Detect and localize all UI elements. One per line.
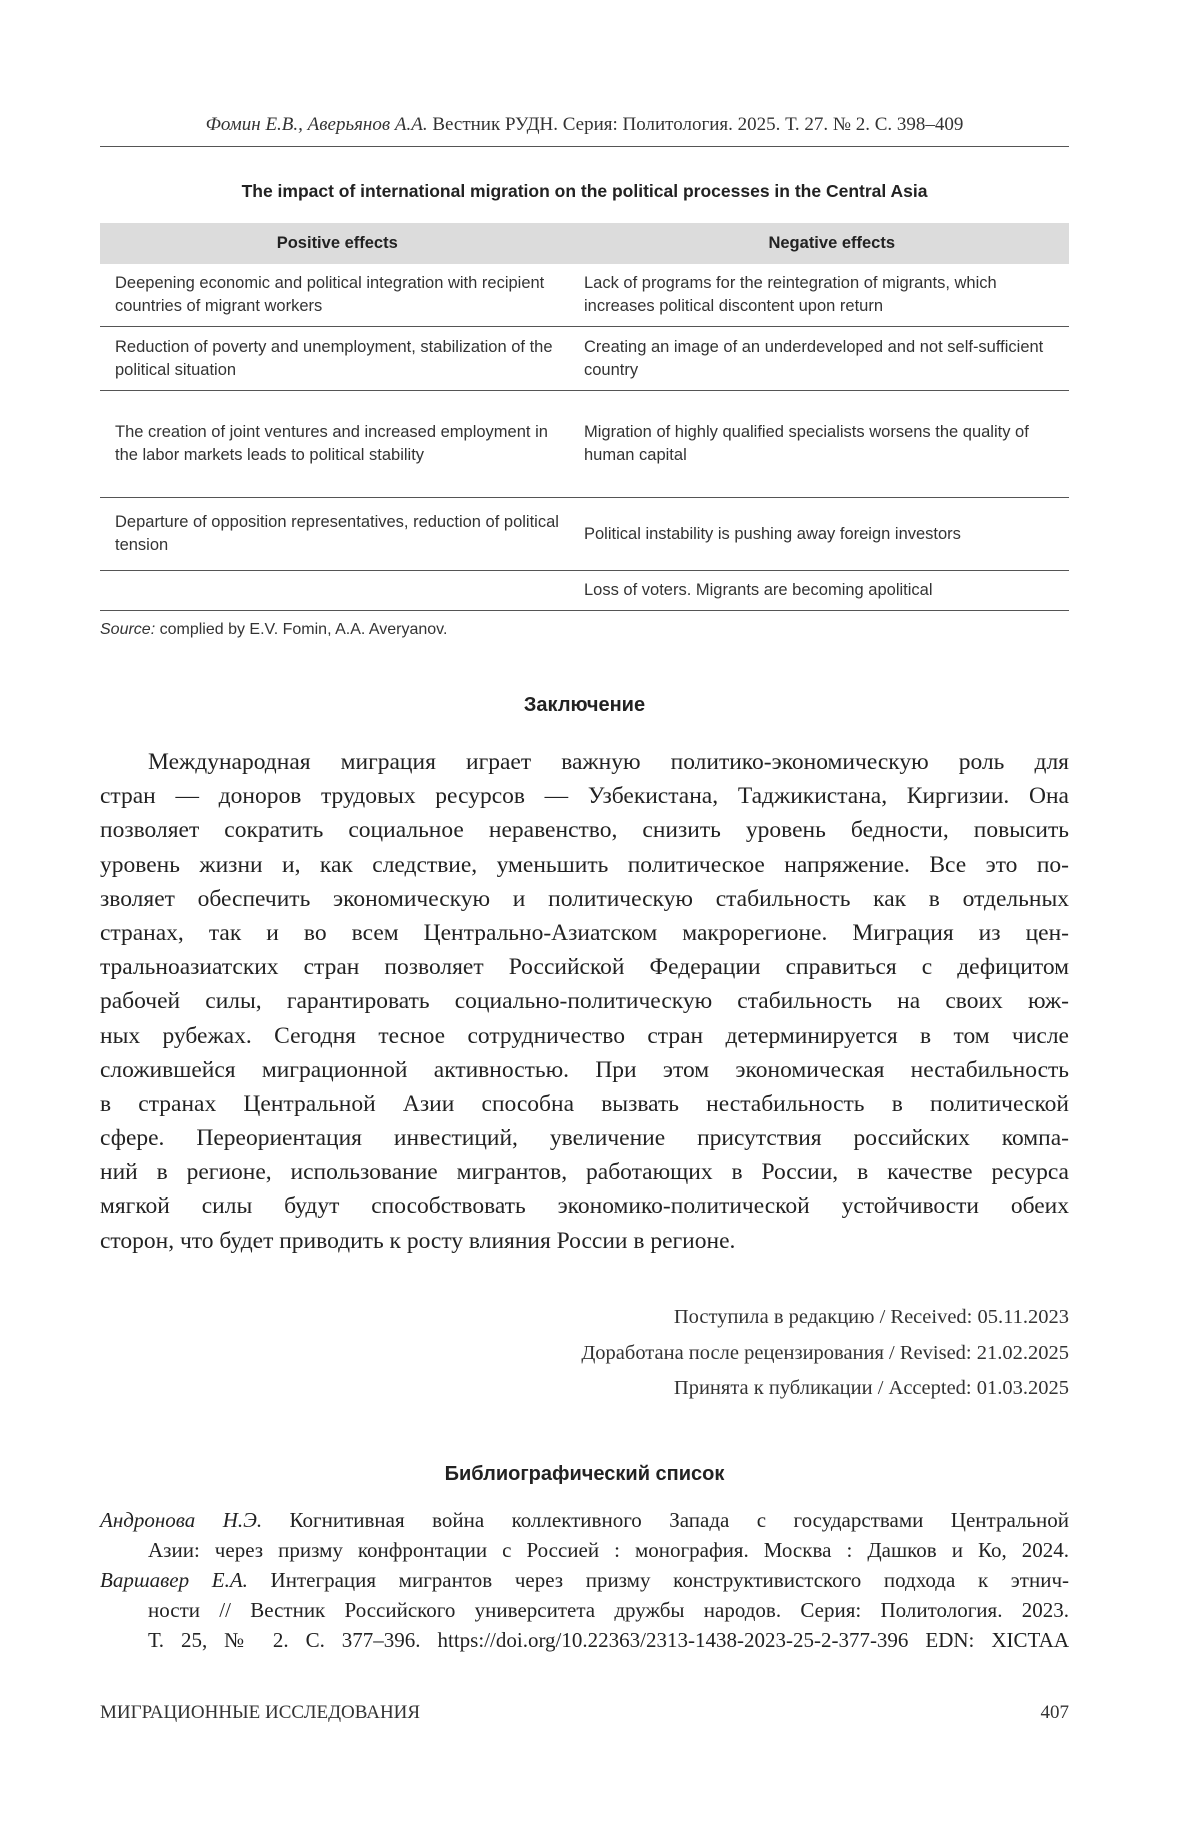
paragraph-line: Международная миграция играет важную политико-экономическую роль для (100, 745, 1069, 779)
table-row (100, 498, 1069, 571)
table-header (100, 223, 1069, 264)
table-row (100, 571, 1069, 611)
table-row (100, 327, 1069, 391)
source-text: complied by E.V. Fomin, A.A. Averyanov. (155, 621, 447, 638)
paragraph-line: сторон, что будет приводить к росту влияния России в регионе. (100, 1224, 1069, 1258)
paragraph-line: зволяет обеспечить экономическую и политическую стабильность как в отдельных (100, 882, 1069, 916)
conclusion-heading: Заключение (100, 694, 1069, 717)
footer-section-title: МИГРАЦИОННЫЕ ИССЛЕДОВАНИЯ (100, 1702, 420, 1724)
received-date: Поступила в редакцию / Received: 05.11.2023 (100, 1300, 1069, 1336)
effects-table (100, 223, 1069, 611)
conclusion-paragraph (100, 745, 1069, 1258)
reference-continuation: Азии: через призму конфронтации с Россией : монография. Москва : Дашков и Ко, 2024. (100, 1535, 1069, 1565)
cell-negative: Migration of highly qualified specialists worsens the quality of human capital (569, 421, 1069, 467)
cell-positive: The creation of joint ventures and increased employment in the labor markets leads to political stability (100, 421, 569, 467)
paragraph-line: позволяет сократить социальное неравенство, снизить уровень бедности, повысить (100, 813, 1069, 847)
paragraph-line: рабочей силы, гарантировать социально-политическую стабильность на своих юж- (100, 984, 1069, 1018)
paragraph-line: сфере. Переориентация инвестиций, увеличение присутствия российских компа- (100, 1121, 1069, 1155)
reference-doi-line[interactable]: Т. 25, № 2. С. 377–396. https://doi.org/10.22363/2313-1438-2023-25-2-377-396 EDN: XICTAA (100, 1625, 1069, 1655)
header-positive: Positive effects (100, 234, 575, 253)
running-head-citation: Вестник РУДН. Серия: Политология. 2025. Т. 27. № 2. С. 398–409 (432, 114, 963, 135)
table-title: The impact of international migration on the political processes in the Central Asia (100, 181, 1069, 202)
cell-negative: Political instability is pushing away foreign investors (569, 523, 1069, 546)
paragraph-line: стран — доноров трудовых ресурсов — Узбекистана, Таджикистана, Киргизии. Она (100, 779, 1069, 813)
paragraph-line: уровень жизни и, как следствие, уменьшить политическое напряжение. Все это по- (100, 848, 1069, 882)
table-row (100, 391, 1069, 498)
reference-item: Андронова Н.Э. Когнитивная война коллективного Запада с государствами Центральной (100, 1505, 1069, 1535)
cell-negative: Creating an image of an underdeveloped and not self-sufficient country (569, 336, 1069, 382)
cell-positive: Reduction of poverty and unemployment, stabilization of the political situation (100, 336, 569, 382)
cell-positive: Deepening economic and political integration with recipient countries of migrant workers (100, 272, 569, 318)
paragraph-line: ний в регионе, использование мигрантов, работающих в России, в качестве ресурса (100, 1155, 1069, 1189)
paragraph-line: сложившейся миграционной активностью. При этом экономическая нестабильность (100, 1053, 1069, 1087)
cell-positive: Departure of opposition representatives, reduction of political tension (100, 511, 569, 557)
bibliography-heading: Библиографический список (100, 1463, 1069, 1486)
source-label: Source: (100, 621, 155, 638)
table-row (100, 264, 1069, 327)
page-number: 407 (1041, 1702, 1070, 1724)
paragraph-line: ных рубежах. Сегодня тесное сотрудничество стран детерминируется в том числе (100, 1019, 1069, 1053)
running-head-authors: Фомин Е.В., Аверьянов А.А. (206, 114, 428, 135)
paragraph-line: в странах Центральной Азии способна вызвать нестабильность в политической (100, 1087, 1069, 1121)
reference-author: Варшавер Е.А. (100, 1568, 248, 1592)
running-head (100, 114, 1069, 136)
accepted-date: Принята к публикации / Accepted: 01.03.2025 (100, 1371, 1069, 1407)
reference-author: Андронова Н.Э. (100, 1508, 262, 1532)
paragraph-line: тральноазиатских стран позволяет Российской Федерации справиться с дефицитом (100, 950, 1069, 984)
paragraph-line: странах, так и во всем Центрально-Азиатском макрорегионе. Миграция из цен- (100, 916, 1069, 950)
article-dates (100, 1300, 1069, 1407)
header-divider (100, 146, 1069, 147)
table-source (100, 621, 447, 639)
cell-negative: Lack of programs for the reintegration of migrants, which increases political discontent upon return (569, 272, 1069, 318)
reference-item: Варшавер Е.А. Интеграция мигрантов через призму конструктивистского подхода к этнич- (100, 1565, 1069, 1595)
revised-date: Доработана после рецензирования / Revised: 21.02.2025 (100, 1336, 1069, 1372)
header-negative: Negative effects (575, 234, 1070, 253)
cell-negative: Loss of voters. Migrants are becoming apolitical (569, 579, 1069, 602)
reference-list (100, 1505, 1069, 1655)
paragraph-line: мягкой силы будут способствовать экономико-политической устойчивости обеих (100, 1189, 1069, 1223)
reference-continuation: ности // Вестник Российского университета дружбы народов. Серия: Политология. 2023. (100, 1595, 1069, 1625)
